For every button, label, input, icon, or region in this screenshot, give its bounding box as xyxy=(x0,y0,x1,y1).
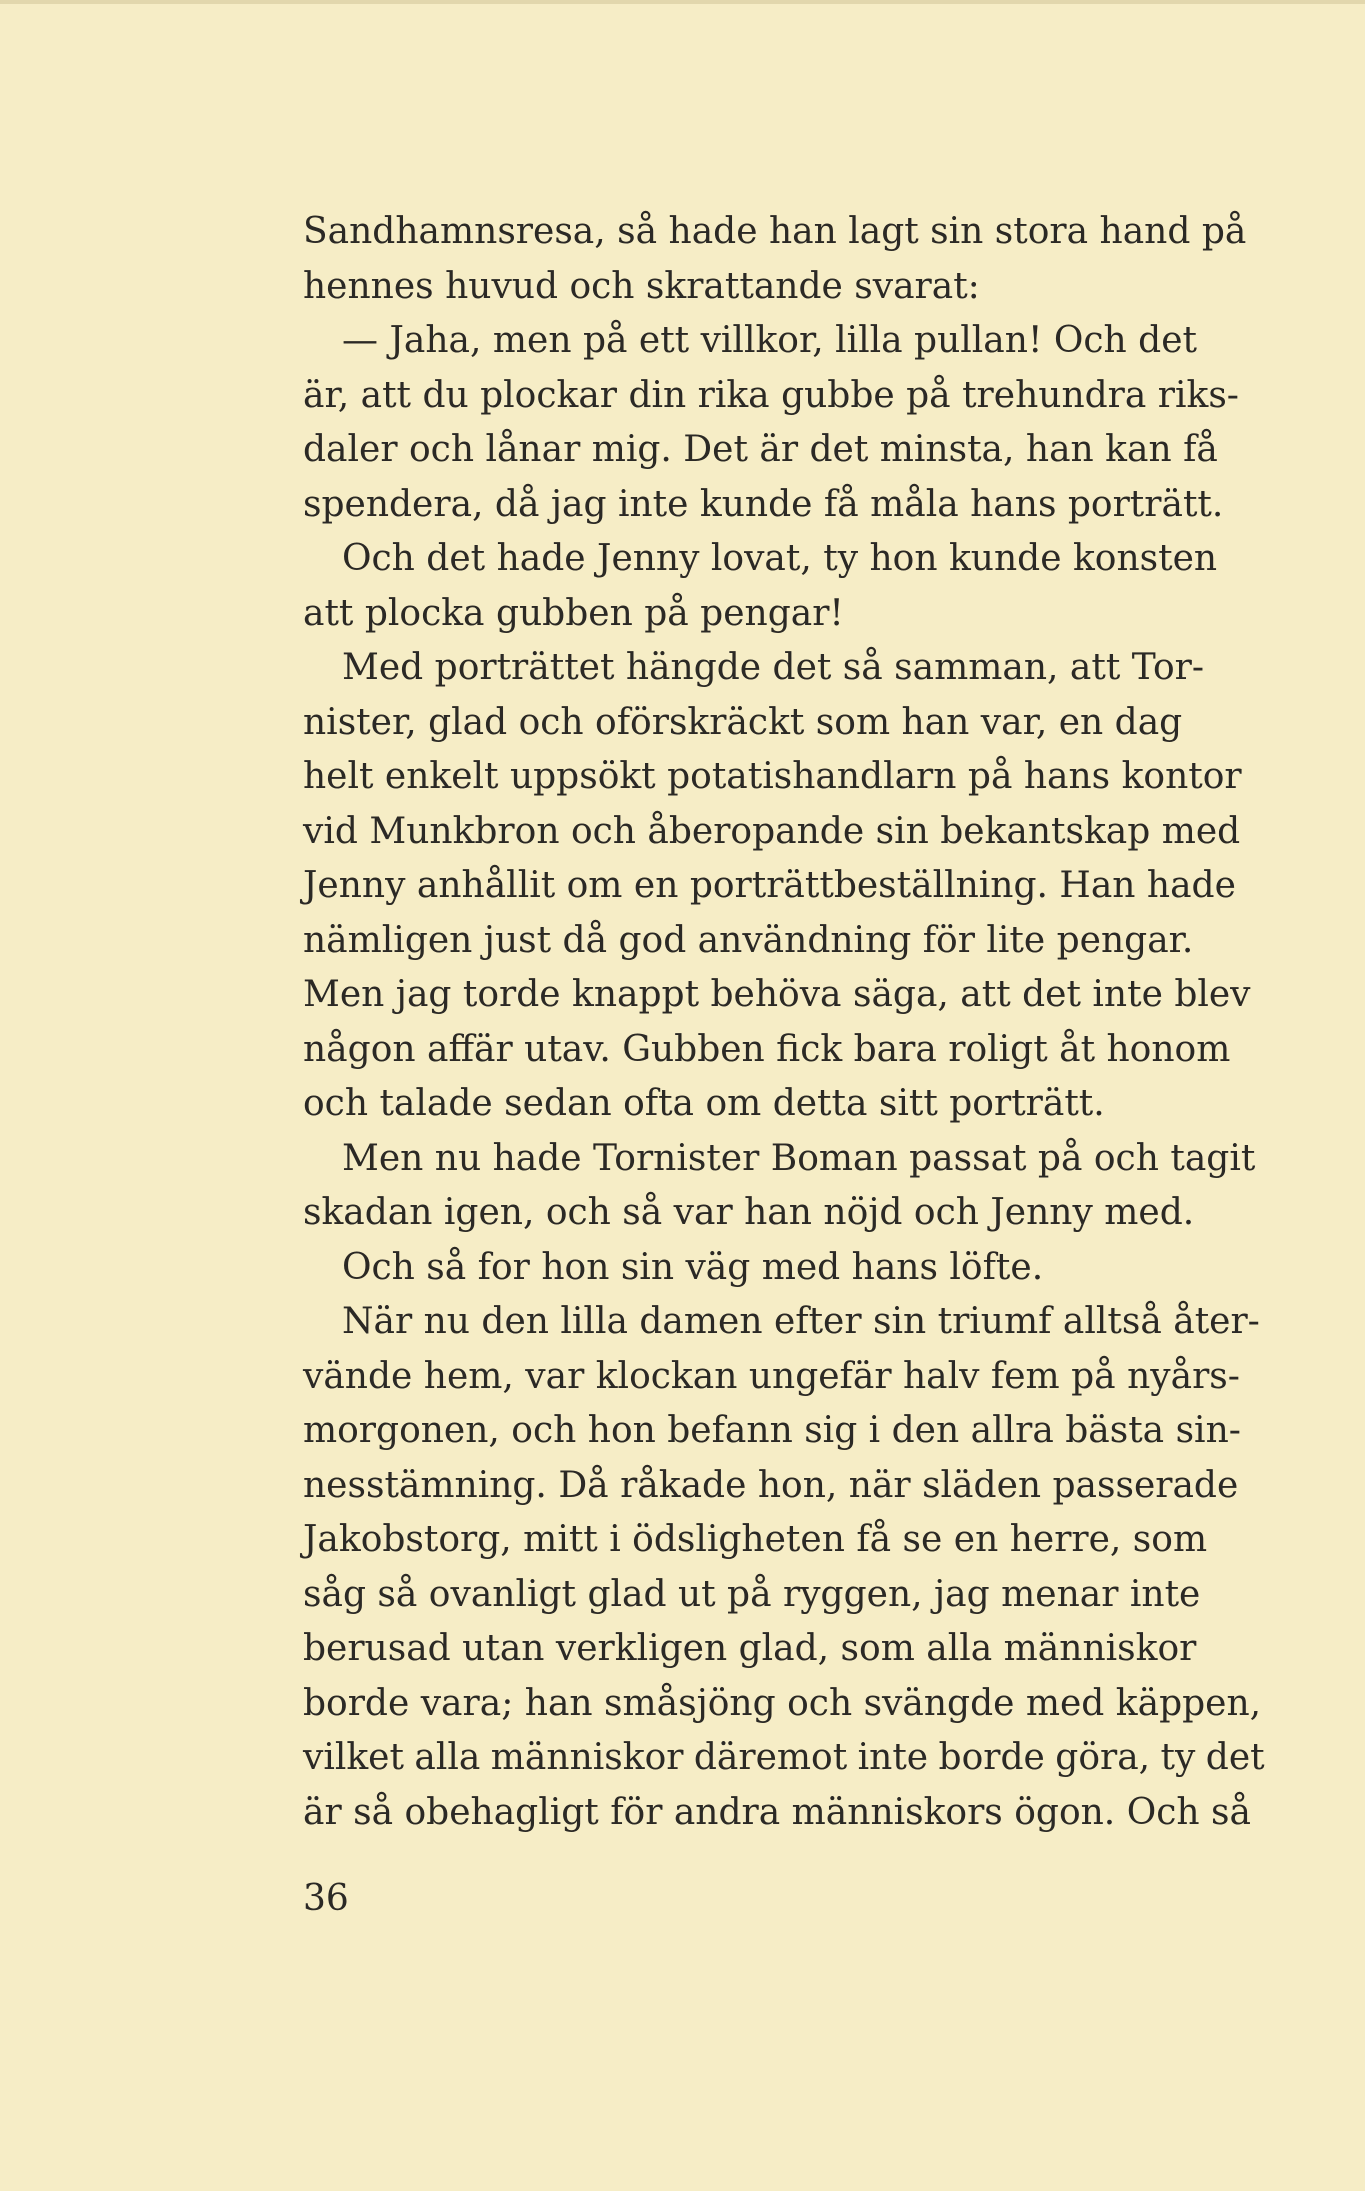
text-line: Och det hade Jenny lovat, ty hon kunde konsten xyxy=(342,538,1218,579)
text-line: Och så for hon sin väg med hans löfte. xyxy=(342,1246,1044,1288)
text-line: När nu den lilla damen efter sin triumf alltså åter- xyxy=(342,1301,1260,1342)
text-line: vilket alla människor däremot inte borde göra, ty det xyxy=(303,1737,1265,1778)
text-line: nister, glad och oförskräckt som han var, en dag xyxy=(303,701,1183,743)
text-line: Med porträttet hängde det så samman, att Tor- xyxy=(342,647,1205,688)
text-line: — Jaha, men på ett villkor, lilla pullan! Och det xyxy=(342,320,1197,361)
text-line: daler och lånar mig. Det är det minsta, han kan få xyxy=(303,429,1218,470)
text-line: Jakobstorg, mitt i ödsligheten få se en herre, som xyxy=(303,1519,1208,1560)
text-line: är, att du plockar din rika gubbe på trehundra riks- xyxy=(303,374,1239,416)
text-line: skadan igen, och så var han nöjd och Jenny med. xyxy=(303,1192,1195,1233)
text-line: borde vara; han småsjöng och svängde med käppen, xyxy=(303,1682,1262,1724)
text-line: Men nu hade Tornister Boman passat på och tagit xyxy=(342,1137,1256,1179)
text-line: hennes huvud och skrattande svarat: xyxy=(303,265,980,307)
text-line: berusad utan verkligen glad, som alla människor xyxy=(303,1628,1197,1669)
text-line: nämligen just då god användning för lite pengar. xyxy=(303,919,1194,961)
text-line: att plocka gubben på pengar! xyxy=(303,592,844,634)
text-line: någon affär utav. Gubben fick bara roligt åt honom xyxy=(303,1028,1231,1070)
text-line: spendera, då jag inte kunde få måla hans porträtt. xyxy=(303,483,1224,525)
text-line: är så obehagligt för andra människors ögon. Och så xyxy=(303,1791,1251,1833)
text-line: såg så ovanligt glad ut på ryggen, jag menar inte xyxy=(303,1573,1201,1615)
text-line: morgonen, och hon befann sig i den allra bästa sin- xyxy=(303,1410,1241,1451)
text-line: och talade sedan ofta om detta sitt porträtt. xyxy=(303,1083,1105,1124)
text-line: Sandhamnsresa, så hade han lagt sin stora hand på xyxy=(303,211,1247,252)
body-text xyxy=(303,205,1265,1840)
text-line: Men jag torde knappt behöva säga, att det inte blev xyxy=(303,974,1251,1015)
text-line: vid Munkbron och åberopande sin bekantskap med xyxy=(303,810,1241,852)
text-line: Jenny anhållit om en porträttbeställning. Han hade xyxy=(303,865,1236,906)
page-top-edge xyxy=(0,0,1365,4)
text-line: helt enkelt uppsökt potatishandlarn på hans kontor xyxy=(303,756,1242,797)
text-line: vände hem, var klockan ungefär halv fem på nyårs- xyxy=(303,1355,1240,1397)
page-number: 36 xyxy=(303,1878,349,1919)
text-line: nesstämning. Då råkade hon, när släden passerade xyxy=(303,1464,1239,1506)
